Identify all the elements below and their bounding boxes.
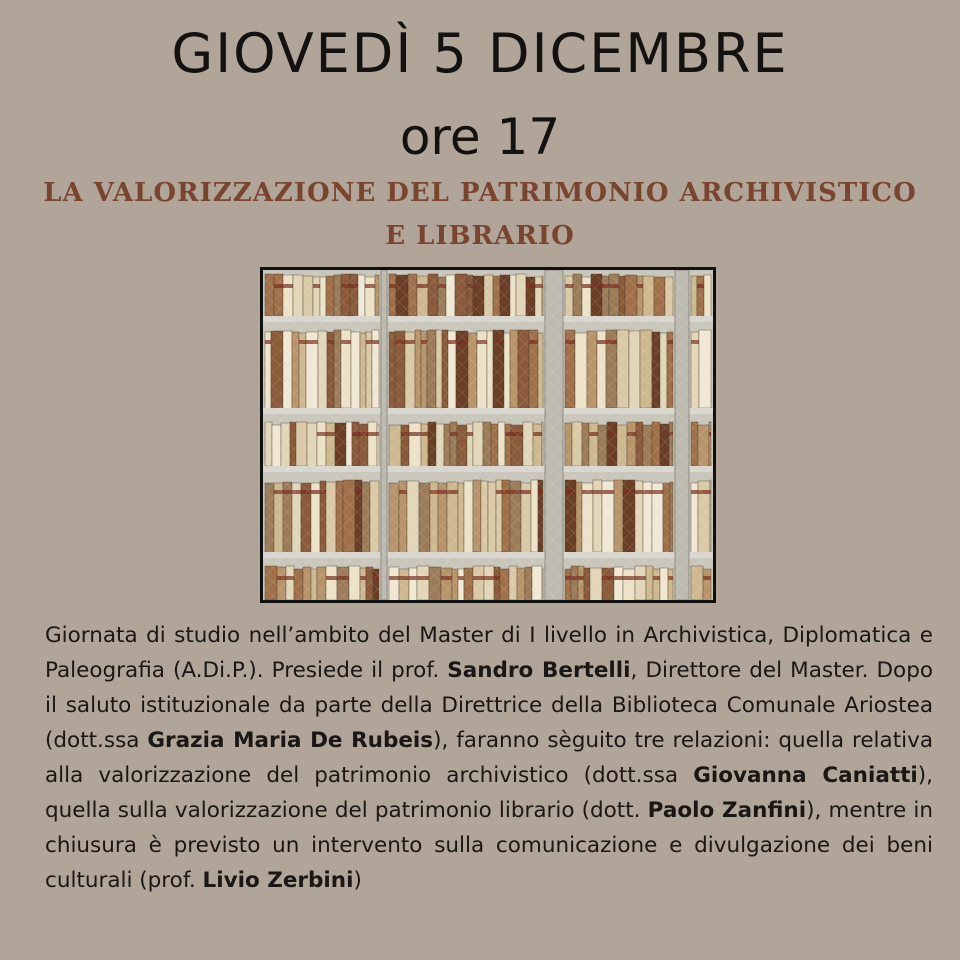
speaker-name: Paolo Zanfini [647, 798, 807, 823]
speaker-name: Grazia Maria De Rubeis [147, 728, 434, 753]
description-text: ), faranno sèguito tre relazioni: quella relativa alla valorizzazione del patrimonio archivistico (dott.ssa [45, 728, 933, 788]
description-text: , Direttore del Master. Dopo il saluto istituzionale da parte della Direttrice della Biblioteca Comunale Ariostea (dott.ssa [45, 658, 933, 753]
speaker-name: Livio Zerbini [202, 868, 354, 893]
event-description [45, 618, 933, 898]
description-text: ), mentre in chiusura è previsto un intervento sulla comunicazione e divulgazione dei beni culturali (prof. [45, 798, 934, 893]
speaker-name: Sandro Bertelli [447, 658, 631, 683]
speaker-name: Giovanna Caniatti [693, 763, 918, 788]
description-text: ), quella sulla valorizzazione del patrimonio librario (dott. [45, 763, 933, 823]
description-text: Giornata di studio nell’ambito del Master di I livello in Archivistica, Diplomatica e Paleografia (A.Di.P.). Presiede il prof. [45, 623, 933, 683]
event-date: GIOVEDÌ 5 DICEMBRE [171, 22, 789, 85]
event-title: LA VALORIZZAZIONE DEL PATRIMONIO ARCHIVISTICO E LIBRARIO [43, 178, 917, 251]
description-text: ) [353, 868, 362, 893]
bookshelf-photo [260, 267, 716, 603]
event-time: ore 17 [399, 108, 561, 166]
